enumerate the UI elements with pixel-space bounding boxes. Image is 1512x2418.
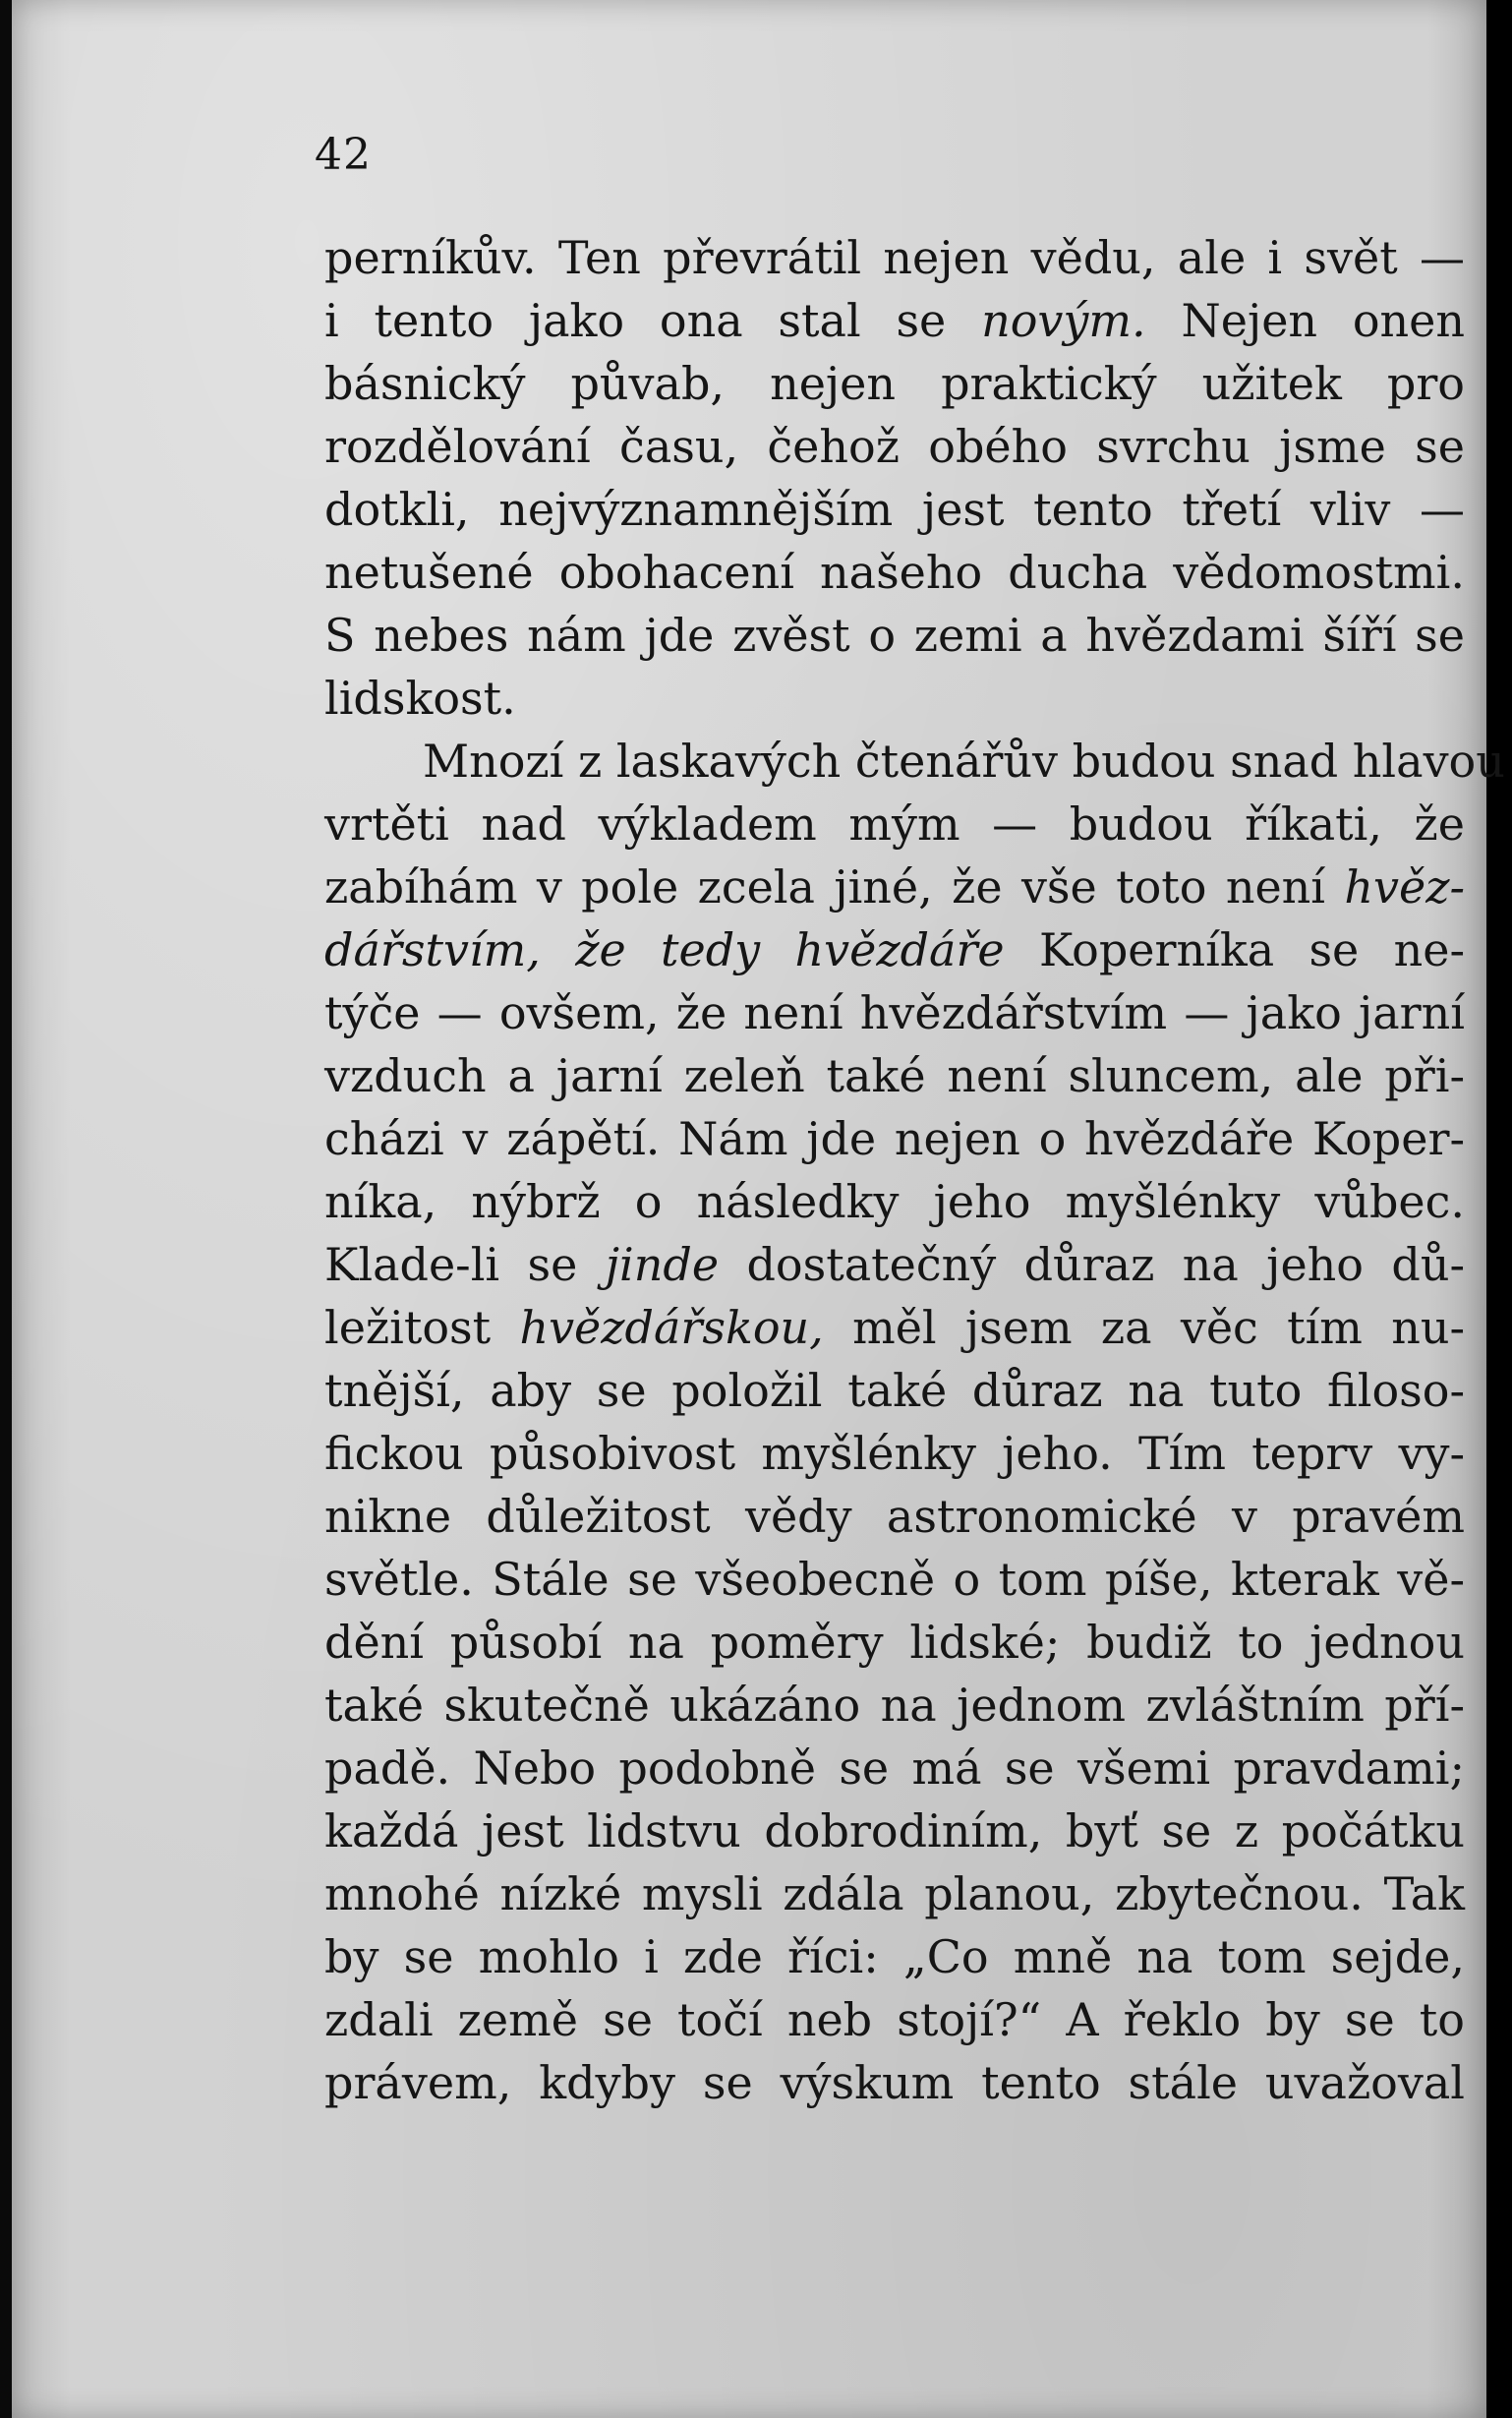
text-line-8: lidskost. [324,672,516,725]
text-line-27: mnohé nízké mysli zdála planou, zbytečnou. Tak [324,1867,1465,1920]
text-line-1: perníkův. Ten převrátil nejen vědu, ale i svět — [324,231,1465,284]
text-line-7: S nebes nám jde zvěst o zemi a hvězdami šíří se [324,609,1465,662]
text-line-24: také skutečně ukázáno na jednom zvláštním pří- [324,1679,1465,1732]
text-line-12: dářstvím, že tedy hvězdáře Koperníka se ne- [324,923,1466,976]
text-line-13: týče — ovšem, že není hvězdářstvím — jako jarní [324,986,1465,1039]
text-line-17: Klade-li se jinde dostatečný důraz na jeho dů- [324,1238,1465,1291]
page-number: 42 [315,130,372,180]
text-line-15: cházi v zápětí. Nám jde nejen o hvězdáře Koper- [324,1112,1465,1165]
text-line-3: básnický půvab, nejen praktický užitek pro [324,357,1465,410]
text-line-25: padě. Nebo podobně se má se všemi pravdami; [324,1741,1465,1795]
text-line-28: by se mohlo i zde říci: „Co mně na tom sejde, [324,1930,1465,1983]
text-line-29: zdali země se točí neb stojí?“ A řeklo by se to [324,1993,1465,2046]
italic-word: hvězdáře [794,923,1005,976]
text-line-9: Mnozí z laskavých čtenářův budou snad hlavou [423,735,1505,788]
text-line-30: právem, kdyby se výskum tento stále uvažoval [324,2056,1465,2109]
text-line-14: vzduch a jarní zeleň také není sluncem, ale při- [324,1049,1465,1102]
italic-word: jinde [605,1238,720,1291]
italic-word: hvěz- [1344,860,1465,914]
text-line-22: světle. Stále se všeobecně o tom píše, kterak vě- [324,1553,1465,1606]
text-line-11: zabíhám v pole zcela jiné, že vše toto není hvěz- [324,860,1465,914]
italic-word: hvězdářskou, [519,1301,824,1354]
text-line-16: níka, nýbrž o následky jeho myšlénky vůbec. [324,1175,1465,1228]
text-line-10: vrtěti nad výkladem mým — budou říkati, že [324,797,1465,851]
scan-edge [1486,0,1512,2418]
text-line-6: netušené obohacení našeho ducha vědomostmi. [324,546,1465,599]
text-line-19: tnější, aby se položil také důraz na tuto filoso- [324,1364,1465,1417]
text-line-4: rozdělování času, čehož obého svrchu jsme se [324,420,1465,473]
text-line-20: fickou působivost myšlénky jeho. Tím teprv vy- [324,1427,1465,1480]
italic-word: novým. [981,294,1146,347]
text-line-18: ležitost hvězdářskou, měl jsem za věc tím nu- [324,1301,1465,1354]
text-line-5: dotkli, nejvýznamnějším jest tento třetí vliv — [324,483,1465,536]
text-line-2: i tento jako ona stal se novým. Nejen onen [324,294,1466,347]
text-line-21: nikne důležitost vědy astronomické v pravém [324,1490,1465,1543]
text-line-26: každá jest lidstvu dobrodiním, byť se z počátku [324,1804,1465,1858]
text-line-23: dění působí na poměry lidské; budiž to jednou [324,1616,1465,1669]
